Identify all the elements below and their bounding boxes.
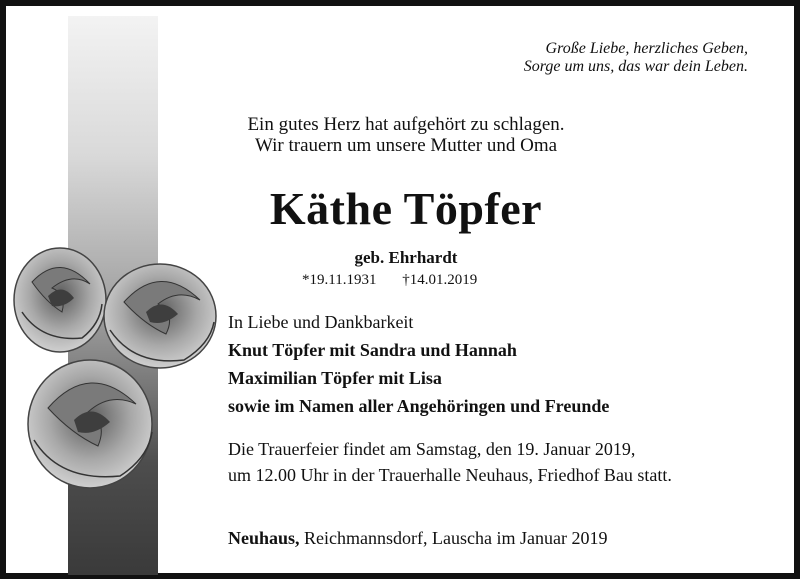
- mourner-family-2: Maximilian Töpfer mit Lisa: [228, 368, 442, 388]
- mourners-others: sowie im Namen aller Angehöringen und Freunde: [228, 396, 610, 416]
- intro-line-1: Ein gutes Herz hat aufgehört zu schlagen.: [247, 114, 565, 135]
- quote-line-2: Sorge um uns, das war dein Leben.: [523, 58, 748, 75]
- service-line-2: um 12.00 Uhr in der Trauerhalle Neuhaus, Friedhof Bau statt.: [228, 465, 672, 485]
- place-and-date: [228, 528, 607, 549]
- intro-text: [186, 114, 626, 156]
- deceased-name: Käthe Töpfer: [269, 183, 543, 234]
- life-dates: [302, 272, 477, 289]
- mourner-family-1: Knut Töpfer mit Sandra und Hannah: [228, 340, 517, 360]
- place-rest: Reichmannsdorf, Lauscha im Januar 2019: [299, 528, 608, 548]
- roses-icon: [12, 242, 222, 502]
- funeral-service-info: [228, 436, 672, 488]
- birth-date: *19.11.1931: [302, 272, 377, 288]
- maiden-name: geb. Ehrhardt: [354, 248, 458, 267]
- intro-line-2: Wir trauern um unsere Mutter und Oma: [254, 135, 558, 156]
- mourners-intro: In Liebe und Dankbarkeit: [228, 312, 414, 332]
- memorial-quote: [524, 40, 748, 76]
- town-name: Neuhaus,: [228, 528, 300, 548]
- mourners-list: [228, 308, 609, 420]
- service-line-1: Die Trauerfeier findet am Samstag, den 19. Januar 2019,: [228, 439, 636, 459]
- quote-line-1: Große Liebe, herzliches Geben,: [545, 40, 748, 57]
- death-date: †14.01.2019: [402, 272, 478, 288]
